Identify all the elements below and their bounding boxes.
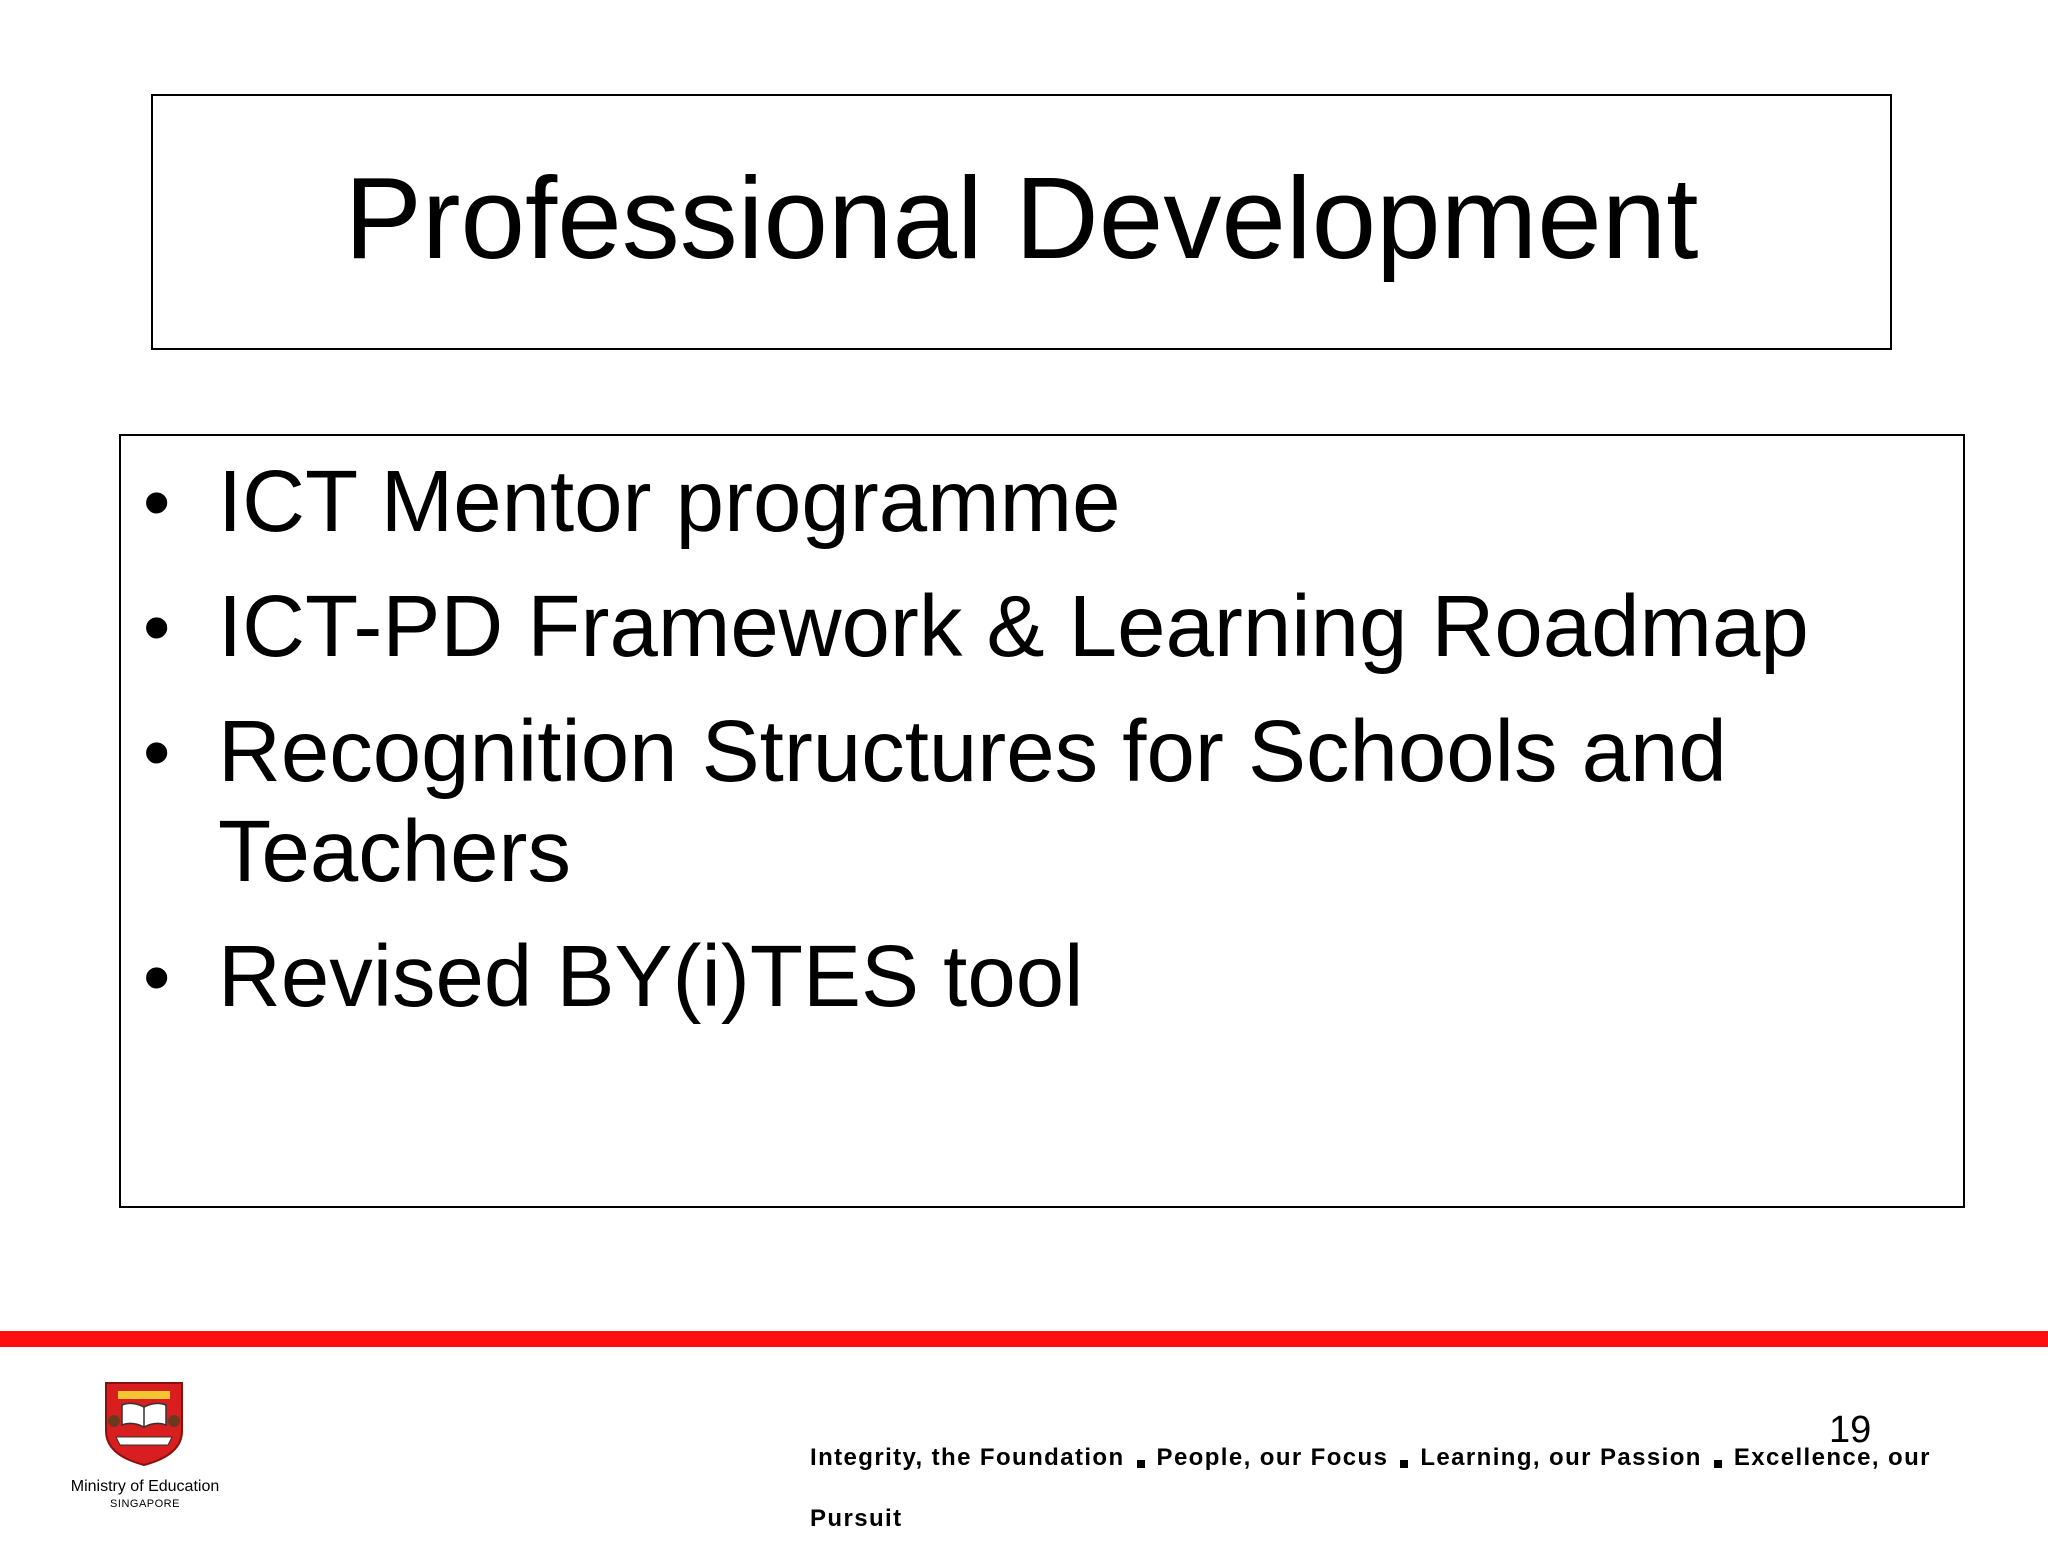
footer-accent-bar (0, 1331, 2048, 1347)
motto-part: Integrity, the Foundation (810, 1444, 1125, 1471)
motto-part: Learning, our Passion (1420, 1444, 1702, 1471)
bullet-item (121, 927, 1963, 1027)
motto-part: People, our Focus (1156, 1444, 1389, 1471)
motto-part: Excellence, our Pursuit (810, 1444, 1931, 1532)
motto-separator (1137, 1460, 1145, 1468)
bullet-text: Recognition Structures for Schools and Teachers (218, 703, 1727, 900)
bullet-text: ICT Mentor programme (218, 453, 1121, 550)
motto-separator (1714, 1460, 1722, 1468)
bullet-dot: • (143, 933, 171, 1021)
ministry-name: Ministry of Education (70, 1478, 220, 1495)
bullet-list (121, 452, 1963, 1052)
motto-separator (1400, 1460, 1408, 1468)
ministry-country: SINGAPORE (110, 1498, 180, 1510)
content-box (119, 434, 1965, 1208)
moe-crest-icon (104, 1381, 184, 1467)
bullet-text: ICT-PD Framework & Learning Roadmap (218, 578, 1809, 675)
bullet-item (121, 452, 1963, 552)
page-number: 19 (1829, 1409, 1872, 1451)
footer-motto (810, 1427, 1940, 1549)
title-box (151, 94, 1892, 350)
bullet-dot: • (143, 458, 171, 546)
bullet-item (121, 702, 1963, 902)
bullet-item (121, 577, 1963, 677)
bullet-dot: • (143, 583, 171, 671)
bullet-text: Revised BY(i)TES tool (218, 928, 1084, 1025)
bullet-dot: • (143, 708, 171, 796)
slide-title: Professional Development (344, 153, 1699, 283)
